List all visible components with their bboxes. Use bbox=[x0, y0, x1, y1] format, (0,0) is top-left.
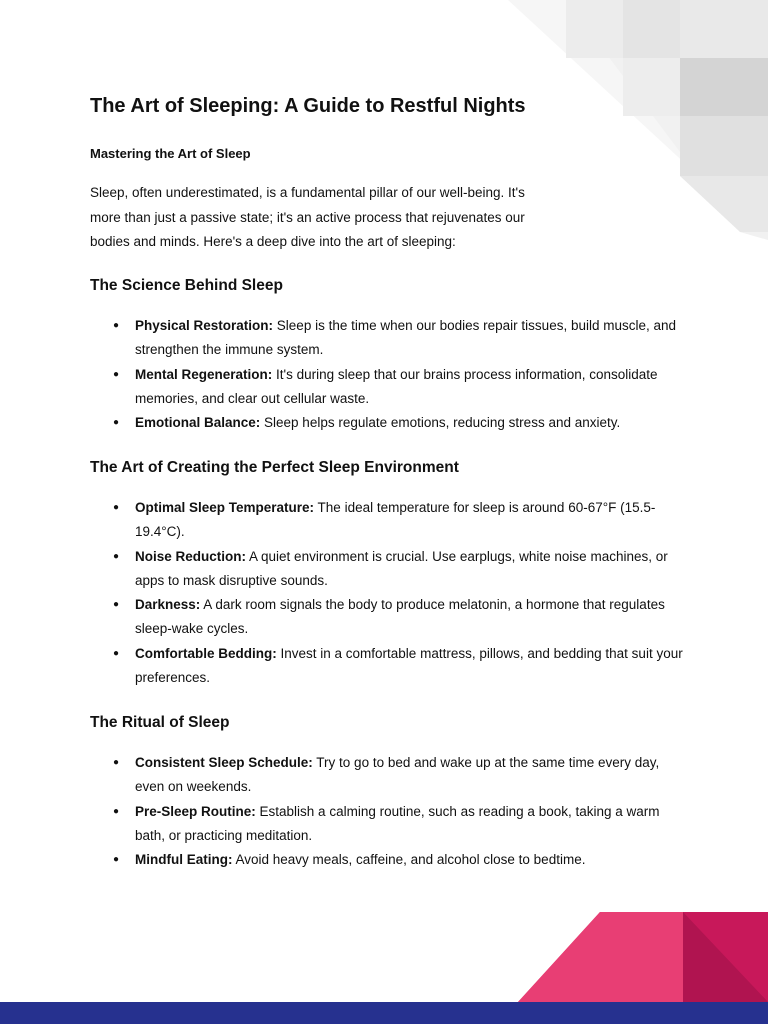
section-heading-science: The Science Behind Sleep bbox=[90, 277, 283, 294]
intro-paragraph: Sleep, often underestimated, is a fundamental pillar of our well-being. It's more than just a passive state; it's an active process that rejuvenates our bodies and minds. Here's a deep dive into the art of sleeping: bbox=[90, 185, 525, 249]
item-term: Consistent Sleep Schedule: bbox=[135, 755, 313, 770]
top-right-decoration bbox=[508, 0, 768, 240]
item-text: It's during sleep that our brains process information, consolidate memories, and clear out cellular waste. bbox=[135, 366, 658, 406]
ritual-list bbox=[90, 751, 690, 872]
list-item bbox=[90, 314, 690, 363]
item-text: Invest in a comfortable mattress, pillows, and bedding that suit your preferences. bbox=[135, 645, 683, 686]
item-term: Physical Restoration: bbox=[135, 318, 274, 333]
item-term: Noise Reduction: bbox=[135, 548, 247, 564]
item-term: Mindful Eating: bbox=[135, 852, 233, 868]
list-item bbox=[90, 496, 690, 545]
list-item bbox=[90, 800, 690, 849]
item-term: Optimal Sleep Temperature: bbox=[135, 500, 315, 515]
section-heading-ritual: The Ritual of Sleep bbox=[90, 714, 230, 731]
list-item bbox=[90, 751, 690, 800]
item-text: A dark room signals the body to produce melatonin, a hormone that regulates sleep-wake cycles. bbox=[135, 597, 665, 637]
item-term: Mental Regeneration: bbox=[135, 366, 273, 382]
list-item bbox=[90, 642, 690, 691]
section-heading-environment: The Art of Creating the Perfect Sleep Environment bbox=[90, 459, 459, 476]
item-text: The ideal temperature for sleep is around 60-67°F (15.5-19.4°C). bbox=[135, 500, 656, 540]
item-text: Sleep helps regulate emotions, reducing stress and anxiety. bbox=[260, 415, 621, 431]
item-text: Avoid heavy meals, caffeine, and alcohol close to bedtime. bbox=[232, 852, 586, 868]
page-title: The Art of Sleeping: A Guide to Restful Nights bbox=[90, 95, 526, 117]
environment-list bbox=[90, 496, 690, 690]
footer-bar bbox=[0, 1002, 768, 1024]
item-text: A quiet environment is crucial. Use earplugs, white noise machines, or apps to mask disruptive sounds. bbox=[135, 548, 668, 588]
item-text: Establish a calming routine, such as reading a book, taking a warm bath, or practicing meditation. bbox=[135, 803, 660, 843]
item-text: Sleep is the time when our bodies repair tissues, build muscle, and strengthen the immune system. bbox=[135, 318, 677, 358]
item-text: Try to go to bed and wake up at the same time every day, even on weekends. bbox=[135, 755, 660, 795]
bottom-right-decoration bbox=[518, 912, 768, 1002]
list-item bbox=[90, 848, 690, 872]
item-term: Darkness: bbox=[135, 597, 201, 613]
list-item bbox=[90, 411, 690, 435]
science-list bbox=[90, 314, 690, 435]
item-term: Comfortable Bedding: bbox=[135, 645, 277, 661]
item-term: Pre-Sleep Routine: bbox=[135, 803, 256, 819]
list-item bbox=[90, 363, 690, 412]
list-item bbox=[90, 593, 690, 642]
page-subtitle: Mastering the Art of Sleep bbox=[90, 146, 251, 161]
item-term: Emotional Balance: bbox=[135, 415, 261, 431]
list-item bbox=[90, 545, 690, 594]
